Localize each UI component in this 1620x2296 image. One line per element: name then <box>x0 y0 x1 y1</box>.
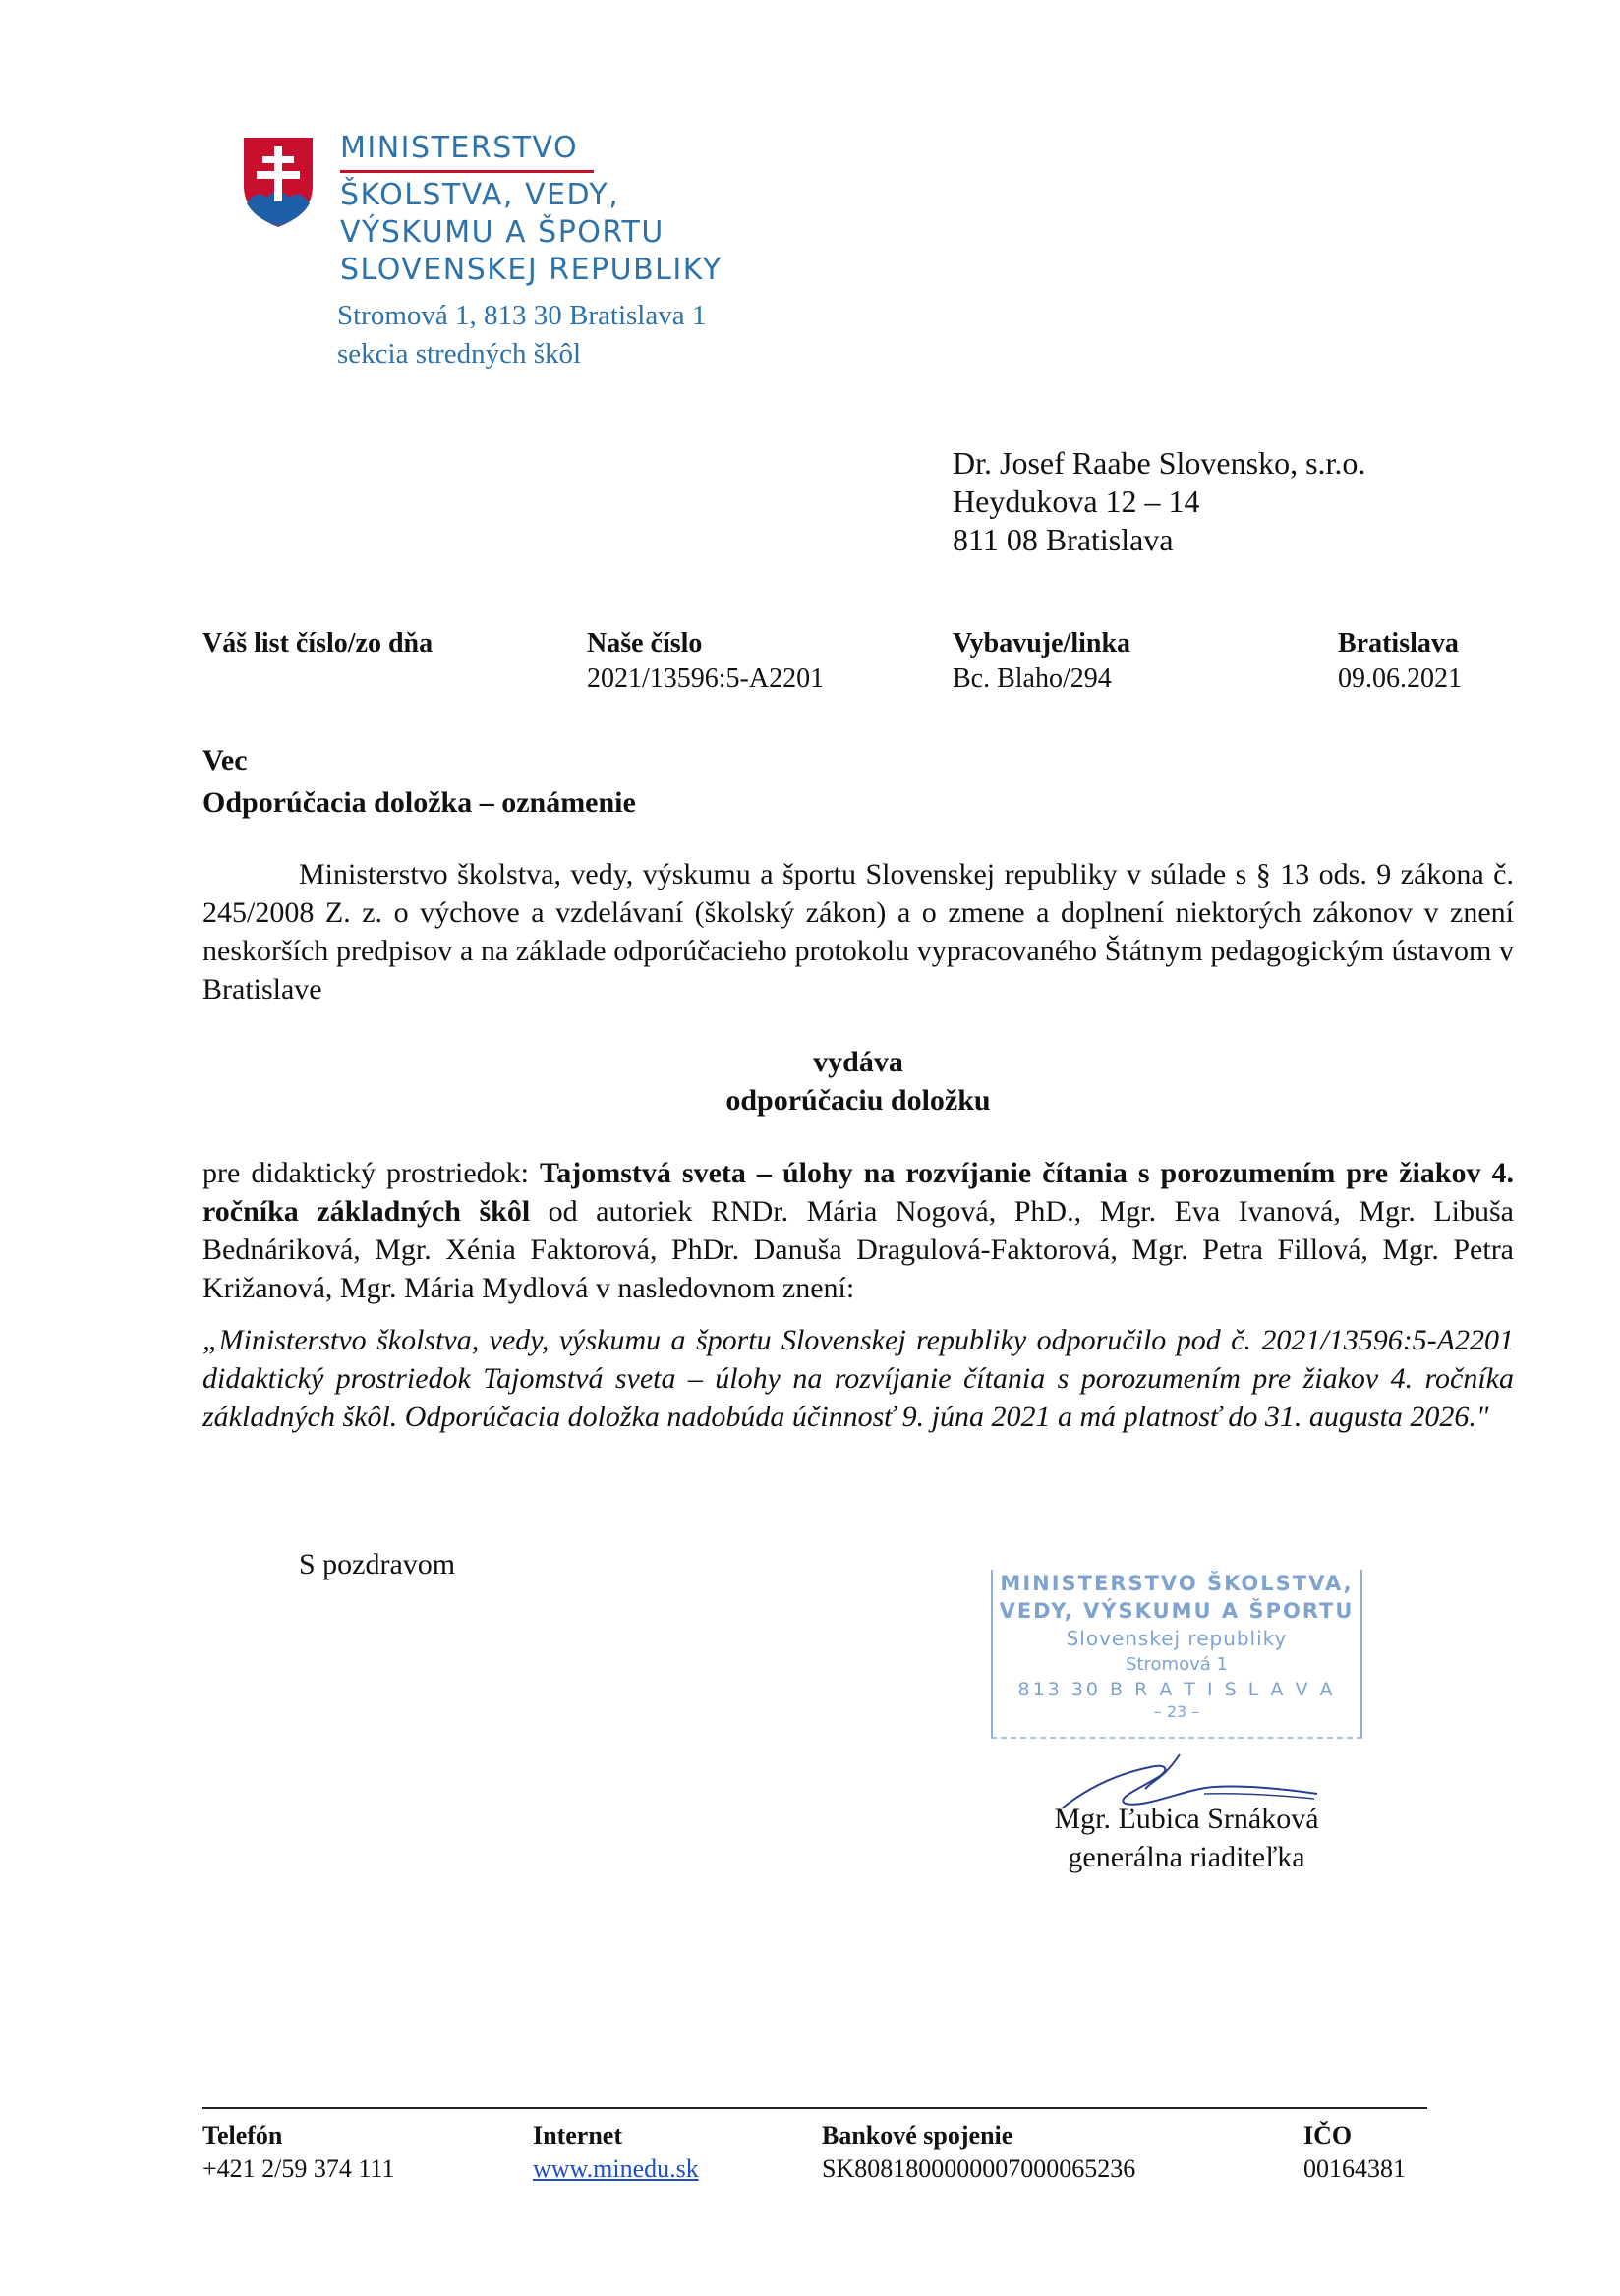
greeting: S pozdravom <box>299 1548 456 1580</box>
ref-our-number-label: Naše číslo <box>587 628 703 659</box>
footer-bank <box>822 2119 1135 2186</box>
ref-handled-by <box>953 626 1130 697</box>
signatory-name: Mgr. Ľubica Srnáková <box>1054 1803 1319 1835</box>
footer-bank-label: Bankové spojenie <box>822 2121 1013 2150</box>
stamp-line-3: Slovenskej republiky <box>1066 1627 1288 1650</box>
footer-website-link[interactable]: www.minedu.sk <box>533 2154 699 2183</box>
ministry-name-line-1: MINISTERSTVO <box>340 131 579 165</box>
ministry-name-line-4: SLOVENSKEJ REPUBLIKY <box>340 253 723 287</box>
issues-line-2: odporúčaciu doložku <box>725 1084 991 1117</box>
footer-divider <box>202 2107 1427 2109</box>
footer-phone-label: Telefón <box>202 2121 283 2150</box>
stamp-line-6: – 23 – <box>1153 1702 1200 1721</box>
ref-handled-by-value: Bc. Blaho/294 <box>953 663 1112 694</box>
ref-our-number <box>587 626 824 697</box>
ref-handled-by-label: Vybavuje/linka <box>953 628 1131 659</box>
signatory <box>1029 1800 1344 1876</box>
ref-your-letter <box>202 626 433 661</box>
ref-date-value: 09.06.2021 <box>1338 663 1462 694</box>
stamp-line-2: VEDY, VÝSKUMU A ŠPORTU <box>999 1599 1355 1623</box>
subject-block <box>202 739 636 824</box>
paragraph-2-prefix: pre didaktický prostriedok: <box>202 1157 540 1189</box>
recipient-name: Dr. Josef Raabe Slovensko, s.r.o. <box>953 445 1366 481</box>
footer-bank-value: SK8081800000007000065236 <box>822 2154 1136 2183</box>
ref-your-letter-label: Váš list číslo/zo dňa <box>202 628 434 659</box>
stamp-line-4: Stromová 1 <box>1126 1654 1228 1675</box>
ministry-name-line-2: ŠKOLSTVA, VEDY, <box>340 178 620 212</box>
recipient-street: Heydukova 12 – 14 <box>953 484 1200 519</box>
recommendation-quote: „Ministerstvo školstva, vedy, výskumu a športu Slovenskej republiky odporučilo pod č. 2021/13596:5-A2201 didaktický prostriedok Tajomstvá sveta – úlohy na rozvíjanie čítania s porozumením pre žiakov 4. ročníka základných škôl. Odporúčacia doložka nadobúda účinnosť 9. júna 2021 a má platnosť do 31. augusta 2026." <box>202 1324 1514 1433</box>
issues-line-1: vydáva <box>813 1046 903 1078</box>
issues-statement <box>202 1043 1514 1119</box>
body-paragraph-2 <box>202 1154 1514 1307</box>
official-stamp <box>991 1570 1362 1739</box>
ministry-name <box>340 130 723 289</box>
paragraph-2-suffix: od autoriek RNDr. Mária Nogová, PhD., Mgr. Eva Ivanová, Mgr. Libuša Bednáriková, Mgr. Xénia Faktorová, PhDr. Danuša Dragulová-Faktorová, Mgr. Petra Fillová, Mgr. Petra Križanová, Mgr. Mária Mydlová v nasledovnom znení: <box>202 1195 1514 1304</box>
stamp-line-5: 813 30 B R A T I S L A V A <box>1017 1679 1336 1700</box>
stamp-line-1: MINISTERSTVO ŠKOLSTVA, <box>1000 1572 1354 1595</box>
ministry-section: sekcia stredných škôl <box>337 338 582 370</box>
footer-internet <box>533 2119 699 2186</box>
ref-place-label: Bratislava <box>1338 628 1459 659</box>
ref-place-date <box>1338 626 1462 697</box>
ref-our-number-value: 2021/13596:5-A2201 <box>587 663 825 694</box>
footer-phone <box>202 2119 394 2186</box>
subject-label: Vec <box>202 744 248 776</box>
ministry-address-line-1: Stromová 1, 813 30 Bratislava 1 <box>337 300 707 331</box>
recipient-city: 811 08 Bratislava <box>953 522 1174 557</box>
footer-phone-value: +421 2/59 374 111 <box>202 2154 395 2183</box>
ministry-name-line-3: VÝSKUMU A ŠPORTU <box>340 215 665 250</box>
footer-ico-label: IČO <box>1303 2121 1353 2150</box>
footer-internet-label: Internet <box>533 2121 622 2150</box>
coat-of-arms-icon <box>241 135 316 229</box>
teaching-material-title: Tajomstvá sveta – úlohy na rozvíjanie čítania s porozumením pre žiakov 4. ročníka základných škôl <box>202 1157 1514 1228</box>
ministry-red-underline <box>340 170 594 173</box>
recipient-address <box>953 444 1365 559</box>
footer-ico <box>1303 2119 1406 2186</box>
ministry-address <box>337 297 706 373</box>
signatory-title: generálna riaditeľka <box>1068 1841 1305 1873</box>
footer-ico-value: 00164381 <box>1303 2154 1406 2183</box>
subject-title: Odporúčacia doložka – oznámenie <box>202 786 636 819</box>
body-paragraph-1: Ministerstvo školstva, vedy, výskumu a športu Slovenskej republiky v súlade s § 13 ods. 9 zákona č. 245/2008 Z. z. o výchove a vzdelávaní (školský zákon) a o zmene a doplnení niektorých zákonov v znení neskorších predpisov a na základe odporúčacieho protokolu vypracovaného Štátnym pedagogickým ústavom v Bratislave <box>202 858 1514 1005</box>
